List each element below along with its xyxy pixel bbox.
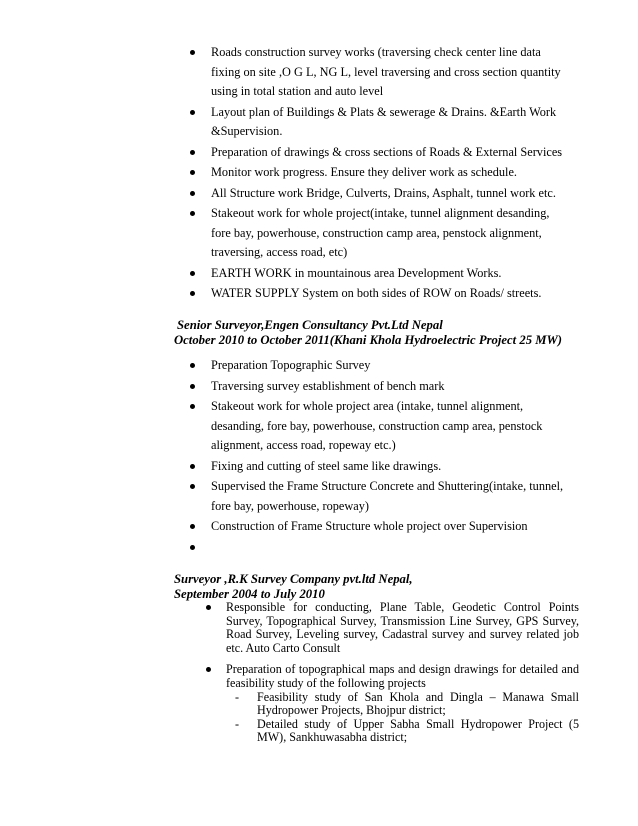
bullet-icon: [190, 524, 195, 529]
bullet-icon: [190, 404, 195, 409]
bullet-icon: [190, 50, 195, 55]
bullet-icon: [190, 484, 195, 489]
bullet-icon: [190, 363, 195, 368]
bullet-icon: [190, 110, 195, 115]
list-item: Fixing and cutting of steel same like drawings.: [190, 457, 568, 477]
dash-marker: -: [235, 689, 240, 704]
list-item: Supervised the Frame Structure Concrete and Shuttering(intake, tunnel, fore bay, powerhouse, ropeway): [190, 477, 568, 516]
list-item: Roads construction survey works (traversing check center line data fixing on site ,O G L, NG L, level traversing and cross section quantity using in total station and auto level: [190, 43, 568, 102]
list-item: Construction of Frame Structure whole project over Supervision: [190, 517, 568, 537]
sub-list-item: - Feasibility study of San Khola and Dingla – Manawa Small Hydropower Projects, Bhojpur district;: [235, 689, 579, 718]
job-period-senior-surveyor: October 2010 to October 2011(Khani Khola Hydroelectric Project 25 MW): [174, 333, 562, 347]
list-item: Preparation Topographic Survey: [190, 356, 568, 376]
bullet-icon: [190, 545, 195, 550]
list-item: Responsible for conducting, Plane Table, Geodetic Control Points Survey, Topographical Survey, Transmission Line Survey, GPS Survey, Road Survey, Leveling survey, Cadastral survey and survey related job etc. Auto Carto Consult: [206, 601, 579, 655]
list-item: Stakeout work for whole project area (intake, tunnel alignment, desanding, fore bay, powerhouse, construction camp area, penstock alignment, access road, ropeway etc.): [190, 397, 568, 456]
list-item: Monitor work progress. Ensure they deliver work as schedule.: [190, 163, 568, 183]
bullet-icon: [190, 191, 195, 196]
job-title-surveyor: Surveyor ,R.K Survey Company pvt.ltd Nepal,: [174, 572, 413, 586]
duties-list-2: [190, 356, 568, 557]
duties-list-1: [190, 43, 568, 304]
bullet-icon: [190, 384, 195, 389]
bullet-icon: [190, 170, 195, 175]
bullet-icon: [190, 464, 195, 469]
project-sublist: [233, 691, 579, 745]
list-item: Preparation of drawings & cross sections of Roads & External Services: [190, 143, 568, 163]
dash-marker: -: [235, 716, 240, 731]
bullet-icon: [190, 291, 195, 296]
list-item: Preparation of topographical maps and design drawings for detailed and feasibility study of the following projects - Feasibility study of San Khola and Dingla – Manawa Small Hydropower Projects, Bhojpur district; - Detailed study of Upper Sabha Small Hydropower Project (5 MW), Sankhuwasabha district;: [206, 663, 579, 745]
list-item: Traversing survey establishment of bench mark: [190, 377, 568, 397]
bullet-icon: [190, 271, 195, 276]
bullet-icon: [190, 211, 195, 216]
job-title-senior-surveyor: Senior Surveyor,Engen Consultancy Pvt.Ltd Nepal: [177, 318, 443, 332]
list-item: WATER SUPPLY System on both sides of ROW on Roads/ streets.: [190, 284, 568, 304]
job-period-surveyor: September 2004 to July 2010: [174, 587, 325, 601]
list-item: All Structure work Bridge, Culverts, Drains, Asphalt, tunnel work etc.: [190, 184, 568, 204]
list-item: Layout plan of Buildings & Plats & sewerage & Drains. &Earth Work &Supervision.: [190, 103, 568, 142]
list-item: EARTH WORK in mountainous area Development Works.: [190, 264, 568, 284]
sub-list-item: - Detailed study of Upper Sabha Small Hydropower Project (5 MW), Sankhuwasabha district;: [235, 716, 579, 745]
list-item: Stakeout work for whole project(intake, tunnel alignment desanding, fore bay, powerhouse, construction camp area, penstock alignment, traversing, access road, etc): [190, 204, 568, 263]
bullet-icon: [190, 150, 195, 155]
bullet-icon: [206, 667, 211, 672]
duties-list-3: [206, 601, 579, 745]
bullet-icon: [206, 605, 211, 610]
list-item: [190, 538, 568, 558]
